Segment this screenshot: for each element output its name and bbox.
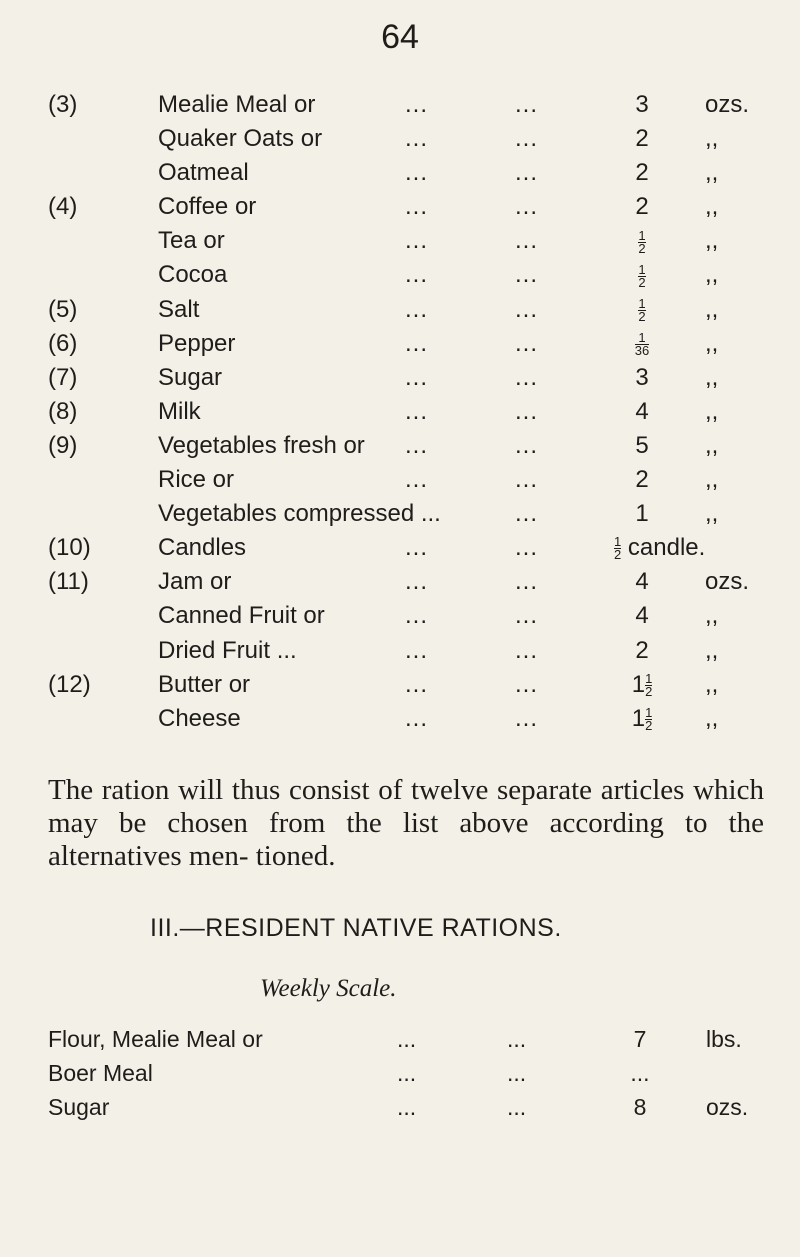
unit: ,, <box>705 431 719 459</box>
leader-dots: ... <box>405 636 429 664</box>
leader-dots: ... <box>515 466 539 494</box>
leader-dots: ... <box>515 534 539 562</box>
quantity: 7 <box>633 1026 647 1052</box>
ration-row <box>0 463 800 497</box>
quantity-text: 2 <box>635 636 649 664</box>
quantity-text: 1 <box>631 670 646 698</box>
quantity <box>622 156 662 190</box>
ration-row <box>0 293 800 327</box>
unit: ,, <box>705 636 719 664</box>
quantity-text: 4 <box>635 397 649 425</box>
fraction-denominator: 2 <box>614 547 622 563</box>
leader-dots: ... <box>515 636 539 664</box>
fraction-numerator: 1 <box>638 295 646 311</box>
leader-dots: ... <box>515 329 539 357</box>
item-name: Pepper <box>158 329 236 357</box>
leader-dots: ... <box>405 363 429 391</box>
leader-dots: ... <box>405 329 429 357</box>
quantity <box>622 599 662 633</box>
item-number: (5) <box>48 295 78 323</box>
ration-row <box>0 565 800 599</box>
fraction <box>645 704 653 733</box>
unit: ,, <box>705 227 719 255</box>
fraction-denominator: 2 <box>645 717 653 733</box>
ration-table <box>0 88 800 736</box>
weekly-scale-table <box>0 1022 800 1124</box>
leader-dots: ... <box>405 431 429 459</box>
page-number: 64 <box>381 18 419 56</box>
leader-dots: ... <box>515 159 539 187</box>
item-number: (11) <box>48 568 89 596</box>
item-name: Salt <box>158 295 200 323</box>
quantity-text: 4 <box>635 568 649 596</box>
leader-dots: ... <box>405 602 429 630</box>
quantity-text: 3 <box>635 91 649 118</box>
item-name: Oatmeal <box>158 159 249 187</box>
weekly-row <box>0 1022 800 1056</box>
leader-dots: ... <box>515 500 539 528</box>
ration-row <box>0 190 800 224</box>
quantity-text: 2 <box>635 125 649 153</box>
leader-dots: ... <box>515 670 539 698</box>
quantity-text: 2 <box>635 159 649 187</box>
item-number: (9) <box>48 431 78 459</box>
leader-dots: ... <box>405 159 429 187</box>
fraction-numerator: 1 <box>645 704 653 720</box>
ration-row <box>0 258 800 292</box>
unit: ,, <box>705 602 719 630</box>
ration-row <box>0 702 800 736</box>
ration-row <box>0 497 800 531</box>
leader-dots: ... <box>405 91 429 118</box>
item-name: Candles <box>158 534 247 562</box>
quantity <box>622 702 662 736</box>
ration-row <box>0 122 800 156</box>
leader-dots: ... <box>405 227 429 255</box>
item-name: Flour, Mealie Meal or <box>48 1026 263 1052</box>
quantity <box>622 565 662 599</box>
leader-dots: ... <box>405 568 429 596</box>
quantity-text: 2 <box>635 466 649 494</box>
fraction-numerator: 1 <box>638 329 646 345</box>
quantity <box>622 634 662 668</box>
item-name: Coffee or <box>158 193 257 221</box>
leader-dots: ... <box>515 568 539 596</box>
ration-row <box>0 634 800 668</box>
section-heading: III.—RESIDENT NATIVE RATIONS. <box>150 914 562 942</box>
unit: ozs. <box>705 91 750 118</box>
leader-dots: ... <box>515 602 539 630</box>
leader-dots: ... <box>507 1094 527 1120</box>
leader-dots: ... <box>405 125 429 153</box>
quantity <box>622 327 662 361</box>
item-number: (6) <box>48 329 78 357</box>
ration-row <box>0 395 800 429</box>
item-name: Sugar <box>48 1094 110 1120</box>
unit: ,, <box>705 329 719 357</box>
leader-dots: ... <box>397 1026 417 1052</box>
leader-dots: ... <box>515 261 539 289</box>
unit: ,, <box>705 466 719 494</box>
leader-dots: ... <box>515 363 539 391</box>
leader-dots: ... <box>515 193 539 221</box>
item-name: Tea or <box>158 227 225 255</box>
leader-dots: ... <box>507 1060 527 1086</box>
fraction <box>638 261 646 290</box>
leader-dots: ... <box>405 397 429 425</box>
leader-dots: ... <box>405 704 429 732</box>
fraction-denominator: 2 <box>638 240 646 256</box>
fraction <box>645 670 653 699</box>
item-number: (3) <box>48 91 78 118</box>
leader-dots: ... <box>397 1094 417 1120</box>
unit: ,, <box>705 704 719 732</box>
item-name: Mealie Meal or <box>158 91 316 118</box>
fraction-denominator: 2 <box>645 683 653 699</box>
leader-dots: ... <box>515 91 539 118</box>
ration-row <box>0 531 800 565</box>
unit: ,, <box>705 500 719 528</box>
subheading: Weekly Scale. <box>260 975 397 1002</box>
item-name: Cheese <box>158 704 241 732</box>
leader-dots: ... <box>405 193 429 221</box>
leader-dots: ... <box>515 704 539 732</box>
body-paragraph: The ration will thus consist of twelve separate articles which may be chosen from the list above according to the alternatives men- tioned. <box>48 774 764 872</box>
item-name: Butter or <box>158 670 251 698</box>
leader-dots: ... <box>515 295 539 323</box>
fraction-numerator: 1 <box>645 670 653 686</box>
fraction-denominator: 2 <box>638 274 646 290</box>
item-name: Quaker Oats or <box>158 125 323 153</box>
leader-dots: ... <box>397 1060 417 1086</box>
quantity-text: 5 <box>635 431 649 459</box>
unit: ,, <box>705 397 719 425</box>
leader-dots: ... <box>405 670 429 698</box>
quantity: 8 <box>633 1094 647 1120</box>
unit: ,, <box>705 125 719 153</box>
fraction <box>634 329 650 358</box>
item-name: Boer Meal <box>48 1060 153 1086</box>
unit: ,, <box>705 261 719 289</box>
item-name: Vegetables fresh or <box>158 431 365 459</box>
quantity <box>622 258 662 292</box>
ration-row <box>0 361 800 395</box>
quantity <box>622 497 662 531</box>
unit: ,, <box>705 193 719 221</box>
ration-row <box>0 224 800 258</box>
leader-dots: ... <box>405 295 429 323</box>
quantity-text: 2 <box>635 193 649 221</box>
item-name: Dried Fruit ... <box>158 636 297 664</box>
quantity-text: candle. <box>621 534 706 562</box>
item-number: (8) <box>48 397 78 425</box>
fraction-numerator: 1 <box>614 534 622 550</box>
unit: ,, <box>705 363 719 391</box>
item-name: Canned Fruit or <box>158 602 325 630</box>
quantity <box>622 361 662 395</box>
leader-dots: ... <box>515 125 539 153</box>
fraction-denominator: 36 <box>634 342 650 358</box>
ration-row <box>0 599 800 633</box>
leader-dots: ... <box>405 534 429 562</box>
item-name: Cocoa <box>158 261 228 289</box>
fraction-denominator: 2 <box>638 308 646 324</box>
item-number: (12) <box>48 670 91 698</box>
unit: ,, <box>705 295 719 323</box>
unit: ozs. <box>705 568 750 596</box>
ration-row <box>0 668 800 702</box>
ration-row <box>0 429 800 463</box>
item-number: (7) <box>48 363 78 391</box>
leader-dots: ... <box>515 227 539 255</box>
quantity <box>622 224 662 258</box>
quantity <box>622 429 662 463</box>
item-name: Milk <box>158 397 201 425</box>
quantity-text: 1 <box>631 704 646 732</box>
fraction-numerator: 1 <box>638 261 646 277</box>
item-name: Rice or <box>158 466 235 494</box>
quantity-text: 1 <box>635 500 649 528</box>
item-name: Jam or <box>158 568 232 596</box>
leader-dots: ... <box>515 431 539 459</box>
unit: ,, <box>705 159 719 187</box>
fraction <box>638 295 646 324</box>
fraction-numerator: 1 <box>638 227 646 243</box>
leader-dots: ... <box>507 1026 527 1052</box>
item-number: (4) <box>48 193 78 221</box>
item-name: Vegetables compressed ... <box>158 500 441 528</box>
quantity <box>622 463 662 497</box>
quantity-text: 3 <box>635 363 649 391</box>
quantity <box>622 293 662 327</box>
weekly-row <box>0 1090 800 1124</box>
unit: ,, <box>705 670 719 698</box>
ration-row <box>0 327 800 361</box>
ration-row <box>0 88 800 122</box>
quantity <box>622 88 662 122</box>
leader-dots: ... <box>405 466 429 494</box>
unit: lbs. <box>706 1026 742 1052</box>
quantity <box>622 395 662 429</box>
leader-dots: ... <box>515 397 539 425</box>
ration-row <box>0 156 800 190</box>
weekly-row <box>0 1056 800 1090</box>
leader-dots: ... <box>405 261 429 289</box>
quantity: ... <box>630 1060 650 1086</box>
item-name: Sugar <box>158 363 223 391</box>
unit: ozs. <box>706 1094 749 1120</box>
item-number: (10) <box>48 534 91 562</box>
quantity-text: 4 <box>635 602 649 630</box>
quantity <box>622 122 662 156</box>
quantity <box>614 531 705 565</box>
quantity <box>622 190 662 224</box>
quantity <box>622 668 662 702</box>
fraction <box>638 227 646 256</box>
